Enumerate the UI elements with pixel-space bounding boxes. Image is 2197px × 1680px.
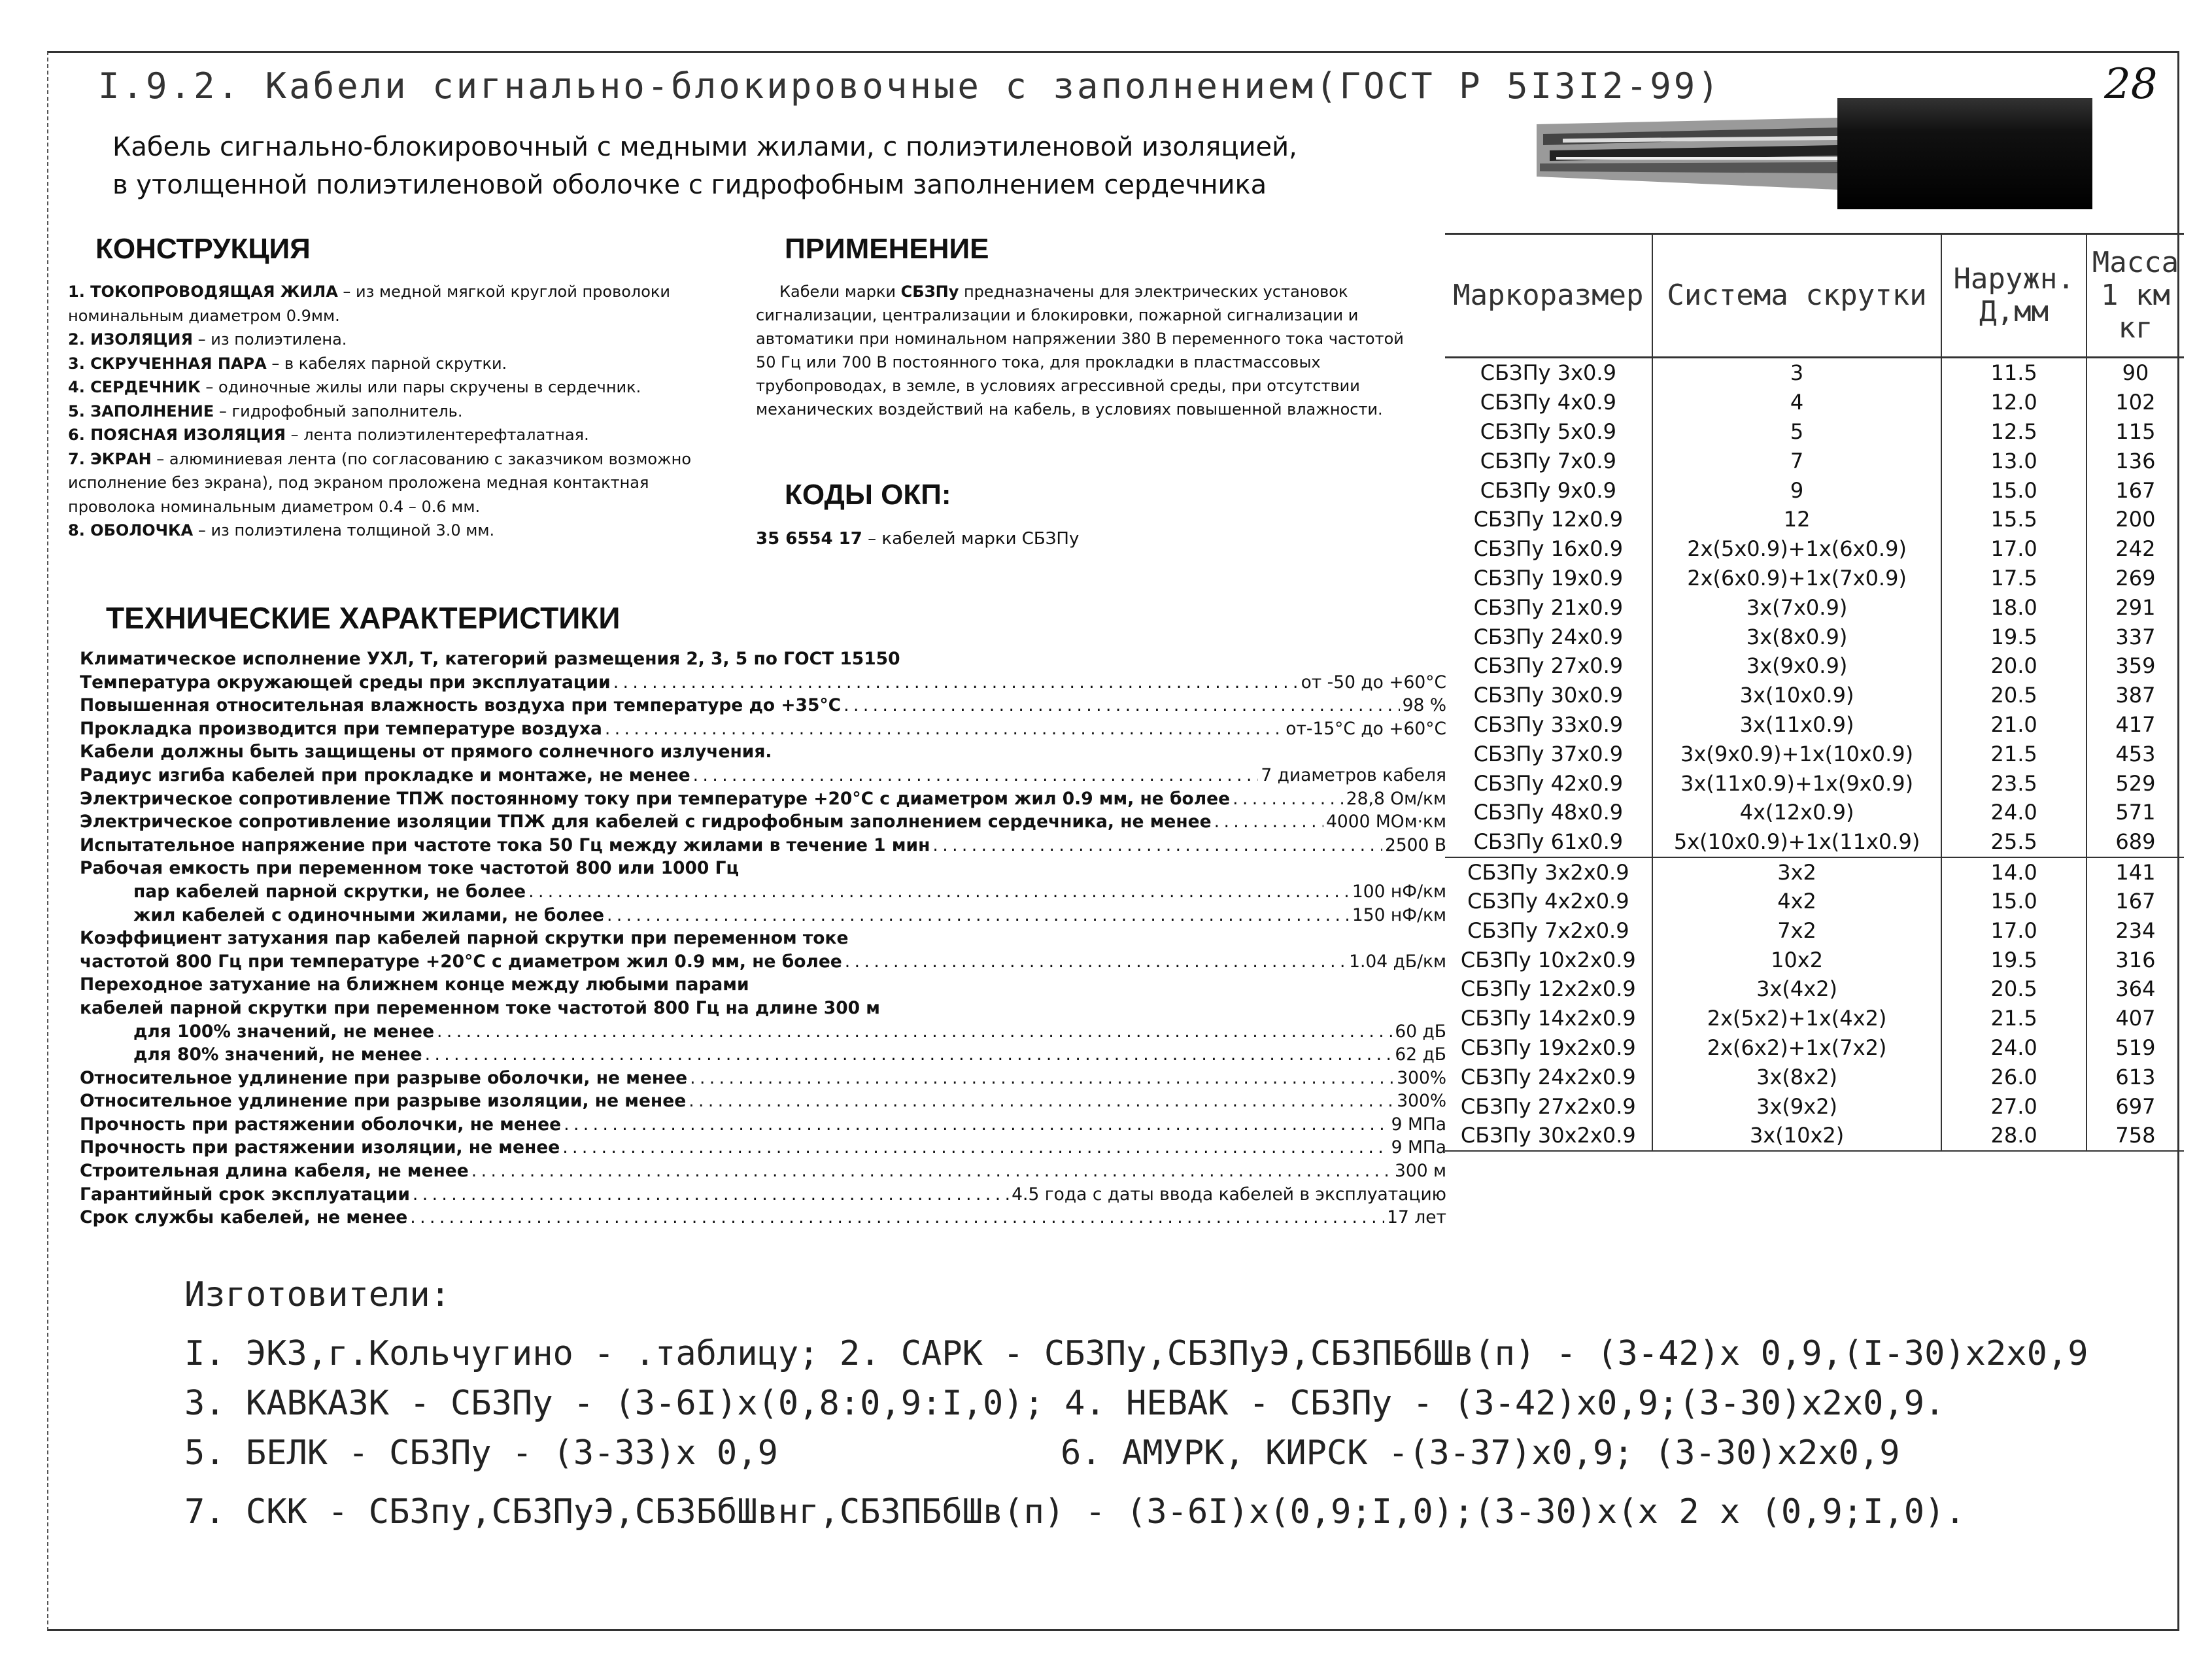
spec-value: 98 %	[1402, 695, 1446, 716]
manufacturers-heading: Изготовители:	[184, 1275, 451, 1314]
dot-leader	[562, 1136, 1388, 1159]
table-cell: СБЗПу 16х0.9	[1473, 536, 1624, 562]
manufacturer-line: I. ЭКЗ,г.Кольчугино - .таблицу; 2. САРК - СБЗПу,СБЗПуЭ,СБЗПБбШв(п) - (3-42)х 0,9,(I-30)х2х0,9	[184, 1334, 2088, 1373]
manufacturer-line: 7. СКК - СБЗпу,СБЗПуЭ,СБЗБбШвнг,СБЗПБбШв(п) - (3-6I)х(0,9;I,0);(3-30)х(х 2 х (0,9;I,0).	[184, 1492, 1966, 1532]
dot-leader	[690, 1067, 1394, 1090]
table-row	[1445, 827, 2184, 857]
spec-label: Электрическое сопротивление изоляции ТПЖ для кабелей с гидрофобным заполнением сердечника, не менее	[80, 812, 1212, 832]
table-cell: 24.0	[1941, 1033, 2086, 1063]
tech-spec-row	[80, 694, 1446, 717]
spec-value: от -50 до +60°С	[1301, 672, 1446, 693]
spec-value: 1.04 дБ/км	[1349, 951, 1446, 972]
dot-leader	[605, 717, 1283, 741]
dot-leader	[410, 1206, 1384, 1229]
table-row	[1445, 1121, 2184, 1151]
spec-value: 300%	[1397, 1067, 1446, 1088]
tech-spec-row	[80, 1159, 1446, 1183]
application-text: Кабели марки СБЗПу предназначены для электрических установок сигнализации, централизации и блокировки, пожарной сигнализации и автоматики при номинальном напряжении 380 В переменного тока частотой 50 Гц или 700 В постоянного тока, для прокладки в пластмассовых трубопроводах, в земле, в условиях агрессивной среды, при отсутствии механических воздействий на кабель, в условиях повышенной влажности.	[756, 283, 1404, 419]
table-cell: 417	[2086, 710, 2184, 740]
spec-label: Относительное удлинение при разрыве изоляции, не менее	[80, 1091, 687, 1112]
tech-spec-row	[80, 973, 1446, 997]
page-number: 28	[2104, 60, 2158, 109]
spec-value: от-15°С до +60°С	[1286, 718, 1446, 739]
table-row	[1445, 1004, 2184, 1033]
dot-leader	[413, 1183, 1009, 1207]
table-cell: 316	[2086, 945, 2184, 974]
table-cell: 3х(11х0.9)+1х(9х0.9)	[1652, 768, 1942, 798]
table-cell: 20.5	[1941, 681, 2086, 710]
table-cell: 4х2	[1652, 887, 1942, 916]
spec-label: Электрическое сопротивление ТПЖ постоянному току при температуре +20°С с диаметром жил 0.9 мм, не более	[80, 788, 1231, 809]
table-cell: 136	[2086, 446, 2184, 475]
spec-label: Рабочая емкость при переменном токе частотой 800 или 1000 Гц	[80, 858, 740, 879]
dot-leader	[693, 764, 1259, 787]
spec-label: жил кабелей с одиночными жилами, не более	[133, 904, 604, 925]
table-cell: 234	[2086, 916, 2184, 945]
tech-spec-row	[80, 950, 1446, 974]
table-cell: СБЗПу 12х2х0.9	[1460, 976, 1636, 1002]
table-cell: 269	[2086, 564, 2184, 593]
table-row	[1445, 564, 2184, 593]
construction-item: 2. ИЗОЛЯЦИЯ – из полиэтилена.	[68, 330, 347, 349]
table-cell: 2х(6х0.9)+1х(7х0.9)	[1652, 564, 1942, 593]
spec-label: Гарантийный срок эксплуатации	[80, 1184, 410, 1205]
construction-heading: КОНСТРУКЦИЯ	[95, 233, 311, 265]
spec-label: Кабели должны быть защищены от прямого солнечного излучения.	[80, 742, 772, 763]
brand-name: СБЗПу	[900, 283, 959, 301]
spec-label: кабелей парной скрутки при переменном токе частотой 800 Гц на длине 300 м	[80, 997, 880, 1018]
table-cell: 17.0	[1941, 534, 2086, 564]
spec-label: Относительное удлинение при разрыве оболочки, не менее	[80, 1067, 688, 1088]
subtitle-line-1: Кабель сигнально-блокировочный с медными жилами, с полиэтиленовой изоляцией,	[112, 132, 1297, 162]
table-cell: СБЗПу 7х2х0.9	[1467, 917, 1629, 943]
section-title: I.9.2. Кабели сигнально-блокировочные с заполнением(ГОСТ Р 5I3I2-99)	[98, 65, 1722, 107]
table-cell: 5	[1652, 417, 1942, 447]
table-cell: 24.0	[1941, 798, 2086, 827]
tech-spec-row	[80, 857, 1446, 880]
table-cell: 3х(8х2)	[1652, 1062, 1942, 1091]
spec-label: Климатическое исполнение УХЛ, Т, категорий размещения 2, 3, 5 по ГОСТ 15150	[80, 649, 900, 669]
tech-spec-row	[80, 740, 1446, 764]
table-cell: 3х(8х0.9)	[1652, 622, 1942, 651]
table-cell: 12.5	[1941, 417, 2086, 447]
table-row	[1445, 358, 2184, 388]
dot-leader	[1233, 787, 1344, 811]
table-cell: 115	[2086, 417, 2184, 447]
table-cell: 19.5	[1941, 945, 2086, 974]
table-cell: СБЗПу 12х0.9	[1473, 507, 1624, 532]
dot-leader	[471, 1159, 1392, 1183]
table-cell: 28.0	[1941, 1121, 2086, 1151]
table-row	[1445, 388, 2184, 417]
spec-value: 9 МПа	[1391, 1114, 1446, 1135]
spec-label: Коэффициент затухания пар кабелей парной скрутки при переменном токе	[80, 928, 849, 949]
table-cell: 613	[2086, 1062, 2184, 1091]
tech-spec-list	[80, 647, 1446, 1229]
table-cell: СБЗПу 24х0.9	[1473, 624, 1624, 649]
table-cell: 26.0	[1941, 1062, 2086, 1091]
table-cell: 167	[2086, 887, 2184, 916]
table-cell: 758	[2086, 1121, 2184, 1151]
table-cell: 20.5	[1941, 974, 2086, 1004]
table-cell: СБЗПу 7х0.9	[1480, 448, 1616, 473]
table-cell: СБЗПу 4х0.9	[1480, 390, 1616, 415]
spec-label: для 80% значений, не менее	[133, 1044, 422, 1065]
spec-label: Переходное затухание на ближнем конце между любыми парами	[80, 974, 749, 995]
spec-label: Строительная длина кабеля, не менее	[80, 1161, 469, 1182]
table-cell: 102	[2086, 388, 2184, 417]
cable-spec-table	[1445, 233, 2184, 1152]
dot-leader	[528, 880, 1350, 904]
table-cell: 2х(5х0.9)+1х(6х0.9)	[1652, 534, 1942, 564]
table-cell: СБЗПу 3х2х0.9	[1445, 857, 1652, 887]
table-cell: 3х(4х2)	[1652, 974, 1942, 1004]
spec-label: Прочность при растяжении изоляции, не менее	[80, 1137, 560, 1158]
spec-label: Прокладка производится при температуре воздуха	[80, 718, 602, 739]
dot-leader	[613, 671, 1299, 694]
tech-spec-row	[80, 717, 1446, 741]
spec-label: Испытательное напряжение при частоте тока 50 Гц между жилами в течение 1 мин	[80, 834, 930, 855]
table-row	[1445, 1062, 2184, 1091]
table-cell: 167	[2086, 475, 2184, 505]
table-row	[1445, 622, 2184, 651]
table-cell: 90	[2086, 358, 2184, 388]
table-cell: 3х(11х0.9)	[1652, 710, 1942, 740]
manufacturer-line: 5. БЕЛК - СБЗПу - (3-33)х 0,9 6. АМУРК, КИРСК -(3-37)х0,9; (3-30)х2х0,9	[184, 1433, 1900, 1473]
table-row	[1445, 1033, 2184, 1063]
tech-spec-row	[80, 1183, 1446, 1207]
tech-spec-row	[80, 764, 1446, 787]
construction-item: 4. СЕРДЕЧНИК – одиночные жилы или пары скручены в сердечник.	[68, 378, 641, 396]
table-cell: 200	[2086, 505, 2184, 534]
table-header-row	[1445, 234, 2184, 358]
table-cell: 14.0	[1941, 857, 2086, 887]
table-cell: 242	[2086, 534, 2184, 564]
table-cell: СБЗПу 30х2х0.9	[1445, 1121, 1652, 1151]
table-cell: 407	[2086, 1004, 2184, 1033]
table-row	[1445, 1091, 2184, 1121]
spec-value: 300 м	[1395, 1161, 1446, 1182]
table-cell: 3х2	[1652, 857, 1942, 887]
table-cell: СБЗПу 5х0.9	[1480, 419, 1616, 444]
table-cell: 2х(5х2)+1х(4х2)	[1652, 1004, 1942, 1033]
table-row	[1445, 974, 2184, 1004]
spec-value: 4.5 года с даты ввода кабелей в эксплуатацию	[1012, 1184, 1446, 1205]
table-row	[1445, 681, 2184, 710]
construction-item: 6. ПОЯСНАЯ ИЗОЛЯЦИЯ – лента полиэтилентерефталатная.	[68, 426, 589, 444]
tech-spec-row	[80, 1089, 1446, 1113]
table-cell: СБЗПу 14х2х0.9	[1460, 1006, 1636, 1031]
table-cell: 359	[2086, 651, 2184, 681]
table-cell: 697	[2086, 1091, 2184, 1121]
table-cell: 3	[1652, 358, 1942, 388]
table-cell: 3х(10х2)	[1652, 1121, 1942, 1151]
table-cell: 21.0	[1941, 710, 2086, 740]
table-row	[1445, 768, 2184, 798]
table-row	[1445, 945, 2184, 974]
table-cell: 364	[2086, 974, 2184, 1004]
dot-leader	[425, 1043, 1393, 1067]
table-cell: СБЗПу 61х0.9	[1473, 829, 1624, 855]
table-cell: 4х(12х0.9)	[1652, 798, 1942, 827]
spec-label: Температура окружающей среды при эксплуатации	[80, 672, 611, 693]
table-row	[1445, 916, 2184, 945]
tech-spec-row	[80, 1136, 1446, 1159]
table-cell: 17.0	[1941, 916, 2086, 945]
okp-line: 35 6554 17 – кабелей марки СБЗПу	[756, 529, 1080, 549]
table-cell: 291	[2086, 592, 2184, 622]
table-cell: 25.5	[1941, 827, 2086, 857]
table-cell: СБЗПу 33х0.9	[1473, 711, 1624, 737]
table-cell: 15.0	[1941, 887, 2086, 916]
tech-spec-row	[80, 904, 1446, 927]
table-cell: 15.5	[1941, 505, 2086, 534]
table-cell: 12.0	[1941, 388, 2086, 417]
spec-value: 7 диаметров кабеля	[1261, 764, 1446, 785]
construction-item: 3. СКРУЧЕННАЯ ПАРА – в кабелях парной скрутки.	[68, 354, 507, 373]
table-row	[1445, 857, 2184, 887]
table-body	[1445, 358, 2184, 1151]
construction-item: 5. ЗАПОЛНЕНИЕ – гидрофобный заполнитель.	[68, 402, 463, 420]
table-cell: 15.0	[1941, 475, 2086, 505]
construction-item: 7. ЭКРАН – алюминиевая лента (по согласованию с заказчиком возможно исполнение без экрана), под экраном проложена медная контактная проволока номинальным диаметром 0.4 – 0.6 мм.	[68, 449, 692, 516]
tech-spec-row	[80, 647, 1446, 671]
header-mass: Масса 1 км кг	[2086, 234, 2184, 358]
table-row	[1445, 446, 2184, 475]
table-cell: СБЗПу 21х0.9	[1473, 594, 1624, 620]
table-row	[1445, 739, 2184, 768]
subtitle-line-2: в утолщенной полиэтиленовой оболочке с гидрофобным заполнением сердечника	[112, 170, 1267, 200]
dot-leader	[845, 950, 1346, 974]
dot-leader	[607, 904, 1350, 927]
table-cell: 3х(10х0.9)	[1652, 681, 1942, 710]
table-cell: 11.5	[1941, 358, 2086, 388]
spec-label: пар кабелей парной скрутки, не более	[133, 881, 526, 902]
spec-label: Срок службы кабелей, не менее	[80, 1207, 408, 1228]
table-cell: СБЗПу 30х0.9	[1473, 683, 1624, 708]
tech-spec-row	[80, 880, 1446, 904]
table-row	[1445, 887, 2184, 916]
tech-spec-row	[80, 1020, 1446, 1044]
table-cell: 20.0	[1941, 651, 2086, 681]
spec-value: 60 дБ	[1395, 1021, 1446, 1042]
table-cell: 7х2	[1652, 916, 1942, 945]
tech-spec-row	[80, 810, 1446, 834]
header-twist-system: Система скрутки	[1652, 234, 1942, 358]
table-cell: СБЗПу 42х0.9	[1473, 770, 1624, 796]
table-cell: 453	[2086, 739, 2184, 768]
table-row	[1445, 798, 2184, 827]
table-row	[1445, 651, 2184, 681]
spec-value: 17 лет	[1387, 1207, 1446, 1228]
spec-value: 100 нФ/км	[1352, 881, 1446, 902]
spec-label: для 100% значений, не менее	[133, 1021, 435, 1042]
table-cell: СБЗПу 27х0.9	[1473, 653, 1624, 679]
table-cell: СБЗПу 24х2х0.9	[1460, 1064, 1636, 1089]
table-cell: 12	[1652, 505, 1942, 534]
tech-spec-row	[80, 997, 1446, 1020]
tech-spec-row	[80, 1067, 1446, 1090]
table-cell: СБЗПу 48х0.9	[1473, 800, 1624, 825]
application-heading: ПРИМЕНЕНИЕ	[785, 233, 989, 265]
table-row	[1445, 417, 2184, 447]
table-cell: 7	[1652, 446, 1942, 475]
construction-item: 8. ОБОЛОЧКА – из полиэтилена толщиной 3.0 мм.	[68, 521, 495, 540]
table-cell: 19.5	[1941, 622, 2086, 651]
construction-list	[68, 280, 735, 543]
table-cell: 23.5	[1941, 768, 2086, 798]
tech-spec-row	[80, 927, 1446, 950]
table-cell: 689	[2086, 827, 2184, 857]
table-cell: 3х(7х0.9)	[1652, 592, 1942, 622]
construction-item: 1. ТОКОПРОВОДЯЩАЯ ЖИЛА – из медной мягкой круглой проволоки номинальным диаметром 0.9мм.	[68, 283, 671, 325]
table-cell: 529	[2086, 768, 2184, 798]
dot-leader	[564, 1113, 1389, 1137]
spec-value: 62 дБ	[1395, 1044, 1446, 1065]
spec-label: Прочность при растяжении оболочки, не менее	[80, 1114, 562, 1135]
spec-value: 28,8 Ом/км	[1346, 788, 1446, 809]
table-cell: СБЗПу 19х0.9	[1473, 565, 1624, 591]
tech-spec-row	[80, 1043, 1446, 1067]
table-cell: 21.5	[1941, 1004, 2086, 1033]
table-cell: 141	[2086, 857, 2184, 887]
table-cell: СБЗПу 19х2х0.9	[1460, 1035, 1636, 1060]
table-cell: СБЗПу 37х0.9	[1473, 741, 1624, 766]
header-outer-diameter: Наружн. Д,мм	[1941, 234, 2086, 358]
spec-value: 9 МПа	[1391, 1137, 1446, 1158]
table-row	[1445, 534, 2184, 564]
tech-heading: ТЕХНИЧЕСКИЕ ХАРАКТЕРИСТИКИ	[106, 601, 621, 635]
dot-leader	[843, 694, 1400, 717]
dot-leader	[689, 1089, 1394, 1113]
table-cell: СБЗПу 27х2х0.9	[1460, 1093, 1636, 1119]
dot-leader	[437, 1020, 1392, 1044]
table-cell: 3х(9х2)	[1652, 1091, 1942, 1121]
table-row	[1445, 475, 2184, 505]
table-cell: 21.5	[1941, 739, 2086, 768]
dot-leader	[1214, 810, 1323, 834]
okp-heading: КОДЫ ОКП:	[785, 479, 951, 511]
table-cell: СБЗПу 3х0.9	[1480, 360, 1616, 386]
spec-value: 2500 В	[1384, 834, 1446, 855]
table-cell: 5х(10х0.9)+1х(11х0.9)	[1652, 827, 1942, 857]
table-cell: 337	[2086, 622, 2184, 651]
tech-spec-row	[80, 787, 1446, 811]
okp-code: 35 6554 17	[756, 529, 862, 549]
table-cell: 4	[1652, 388, 1942, 417]
manufacturers-block	[184, 1275, 2146, 1537]
spec-label: Радиус изгиба кабелей при прокладке и монтаже, не менее	[80, 764, 690, 785]
tech-spec-row	[80, 834, 1446, 857]
table-cell: 17.5	[1941, 564, 2086, 593]
spec-value: 300%	[1397, 1091, 1446, 1112]
tech-spec-row	[80, 671, 1446, 694]
product-description	[112, 128, 1355, 204]
table-cell: 3х(9х0.9)+1х(10х0.9)	[1652, 739, 1942, 768]
cable-photo	[1537, 98, 2092, 209]
table-cell: СБЗПу 9х0.9	[1480, 477, 1616, 503]
table-cell: СБЗПу 10х2х0.9	[1460, 947, 1636, 972]
spec-value: 150 нФ/км	[1352, 904, 1446, 925]
table-cell: 2х(6х2)+1х(7х2)	[1652, 1033, 1942, 1063]
table-cell: 10х2	[1652, 945, 1942, 974]
spec-label: Повышенная относительная влажность воздуха при температуре до +35°С	[80, 695, 842, 716]
table-cell: СБЗПу 4х2х0.9	[1467, 888, 1629, 914]
table-cell: 9	[1652, 475, 1942, 505]
tech-spec-row	[80, 1206, 1446, 1229]
table-cell: 387	[2086, 681, 2184, 710]
table-cell: 13.0	[1941, 446, 2086, 475]
table-row	[1445, 505, 2184, 534]
tech-spec-row	[80, 1113, 1446, 1137]
table-row	[1445, 592, 2184, 622]
table-cell: 571	[2086, 798, 2184, 827]
table-cell: 519	[2086, 1033, 2184, 1063]
spec-value: 4000 МОм·км	[1326, 812, 1446, 832]
table-cell: 3х(9х0.9)	[1652, 651, 1942, 681]
table-cell: 27.0	[1941, 1091, 2086, 1121]
header-mark-size: Маркоразмер	[1445, 234, 1652, 358]
table-cell: 18.0	[1941, 592, 2086, 622]
manufacturer-line: 3. КАВКАЗК - СБЗПу - (3-6I)х(0,8:0,9:I,0); 4. НЕВАК - СБЗПу - (3-42)х0,9;(3-30)х2х0,9.	[184, 1384, 1945, 1423]
table-row	[1445, 710, 2184, 740]
dot-leader	[932, 834, 1382, 857]
spec-label: частотой 800 Гц при температуре +20°С с диаметром жил 0.9 мм, не более	[80, 951, 842, 972]
